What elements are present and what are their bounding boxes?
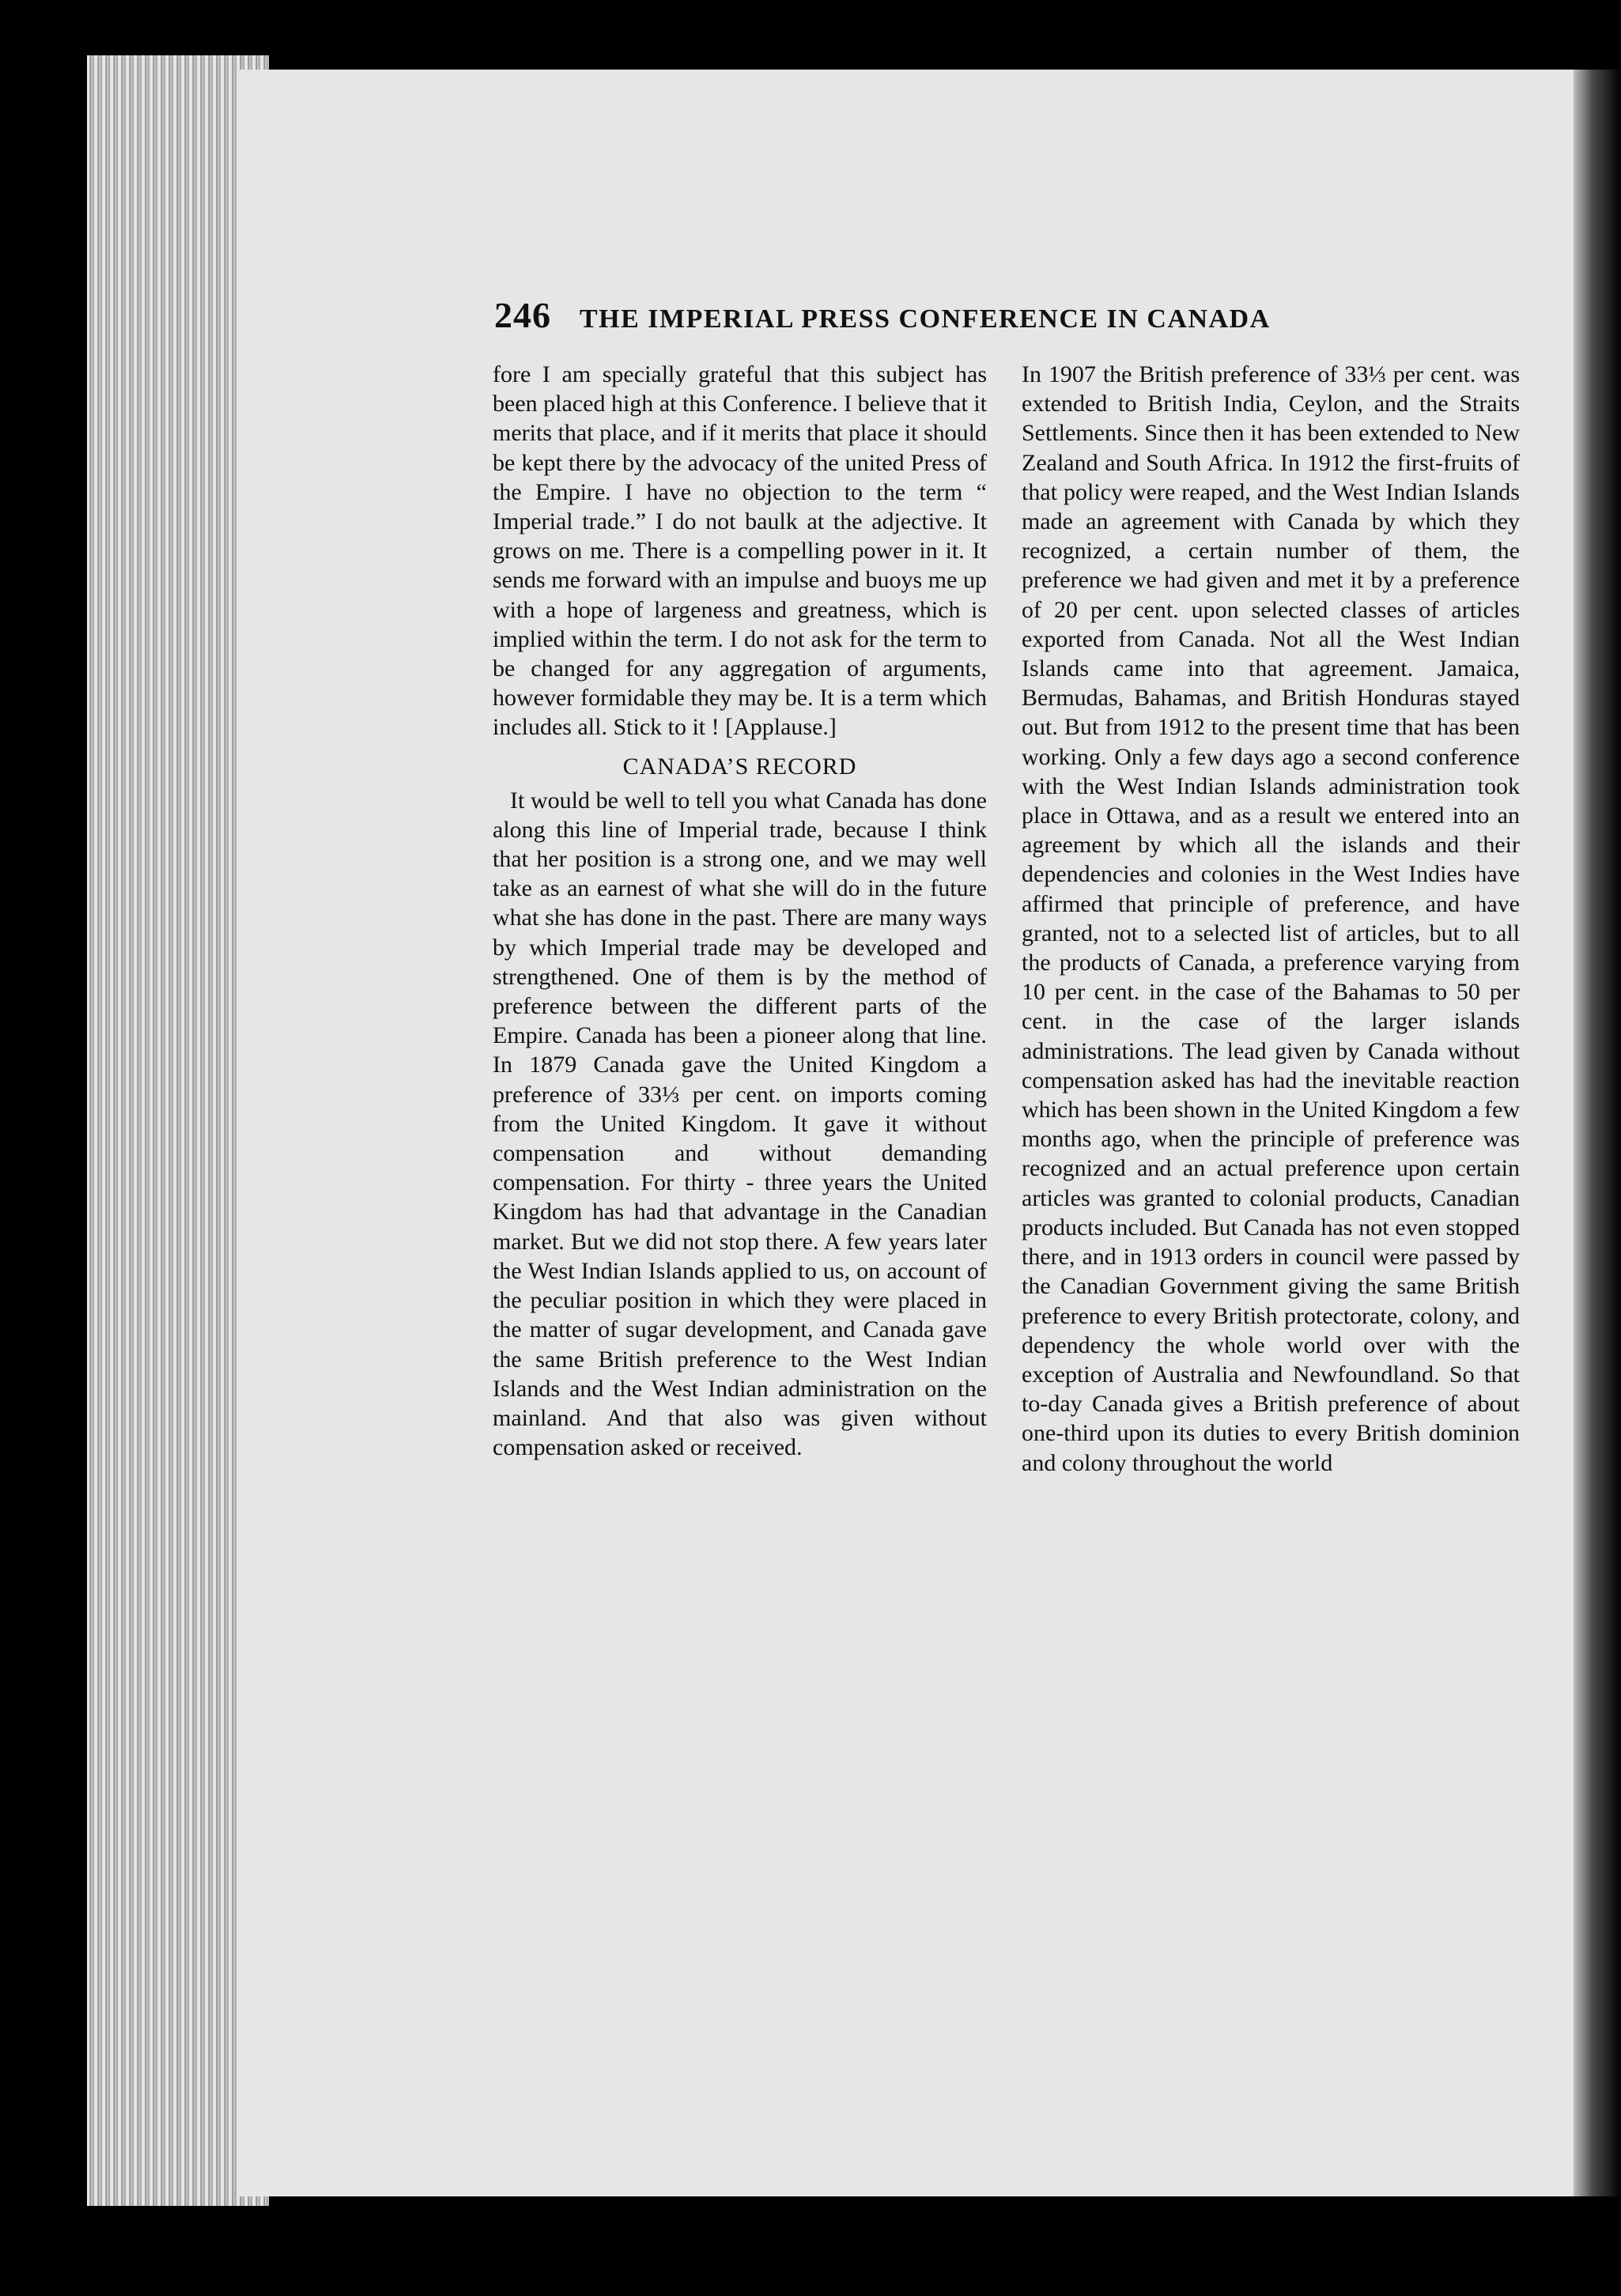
section-heading: CANADA’S RECORD	[622, 753, 857, 780]
page-number: 246	[494, 295, 551, 335]
gutter-shadow	[1574, 70, 1621, 2196]
paragraph: It would be well to tell you what Canada has done along this line of Imperial trade, because I think that her position is a strong one, and we may well take as an earnest of what she will do in the future what she has done in the past. There are many ways by which Imperial trade may be developed and strengthened. One of them is by the method of preference between the different parts of the Empire. Canada has been a pioneer along that line. In 1879 Canada gave the United Kingdom a preference of 33⅓ per cent. on imports coming from the United Kingdom. It gave it without compensation and without demanding compensation. For thirty - three years the United Kingdom has had that advantage in the Canadian market. But we did not stop there. A few years later the West Indian Islands applied to us, on account of the peculiar position in which they were placed in the matter of sugar development, and Canada gave the same British preference to the West Indian Islands and the West Indian administration on the mainland. And that also was given without compensation asked or received.	[493, 787, 987, 1461]
running-title: THE IMPERIAL PRESS CONFERENCE IN CANADA	[580, 304, 1271, 334]
running-head	[494, 294, 1408, 336]
left-column	[493, 360, 987, 1462]
paragraph: In 1907 the British preference of 33⅓ per cent. was extended to British India, Ceylon, and the Straits Settlements. Since then it has been extended to New Zealand and South Africa. In 1912 the first-fruits of that policy were reaped, and the West Indian Islands made an agreement with Canada by which they recognized, a certain number of them, the preference we had given and met it by a preference of 20 per cent. upon selected classes of articles exported from Canada. Not all the West Indian Islands came into that agreement. Jamaica, Bermudas, Bahamas, and British Honduras stayed out. But from 1912 to the present time that has been working. Only a few days ago a second conference with the West Indian Islands administration took place in Ottawa, and as a result we entered into an agreement by which all the islands and their dependencies and colonies in the West Indies have affirmed that principle of preference, and have granted, not to a selected list of articles, but to all the products of Canada, a preference varying from 10 per cent. in the case of the Bahamas to 50 per cent. in the case of the larger islands administrations. The lead given by Canada without compensation asked has had the inevitable reaction which has been shown in the United Kingdom a few months ago, when the principle of preference was recognized and an actual preference upon certain articles was granted to colonial products, Canadian products included. But Canada has not even stopped there, and in 1913 orders in council were passed by the Canadian Government giving the same British preference to every British protectorate, colony, and dependency the whole world over with the exception of Australia and Newfoundland. So that to-day Canada gives a British preference of about one-third upon its duties to every British dominion and colony throughout the world	[1022, 361, 1520, 1476]
right-column	[1022, 360, 1520, 1478]
paragraph: fore I am specially grateful that this subject has been placed high at this Conference. I believe that it merits that place, and if it merits that place it should be kept there by the advocacy of the united Press of the Empire. I have no objection to the term “ Imperial trade.” I do not baulk at the adjective. It grows on me. There is a compelling power in it. It sends me forward with an impulse and buoys me up with a hope of largeness and greatness, which is implied within the term. I do not ask for the term to be changed for any aggregation of arguments, however formidable they may be. It is a term which includes all. Stick to it ! [Applause.]	[493, 361, 987, 741]
